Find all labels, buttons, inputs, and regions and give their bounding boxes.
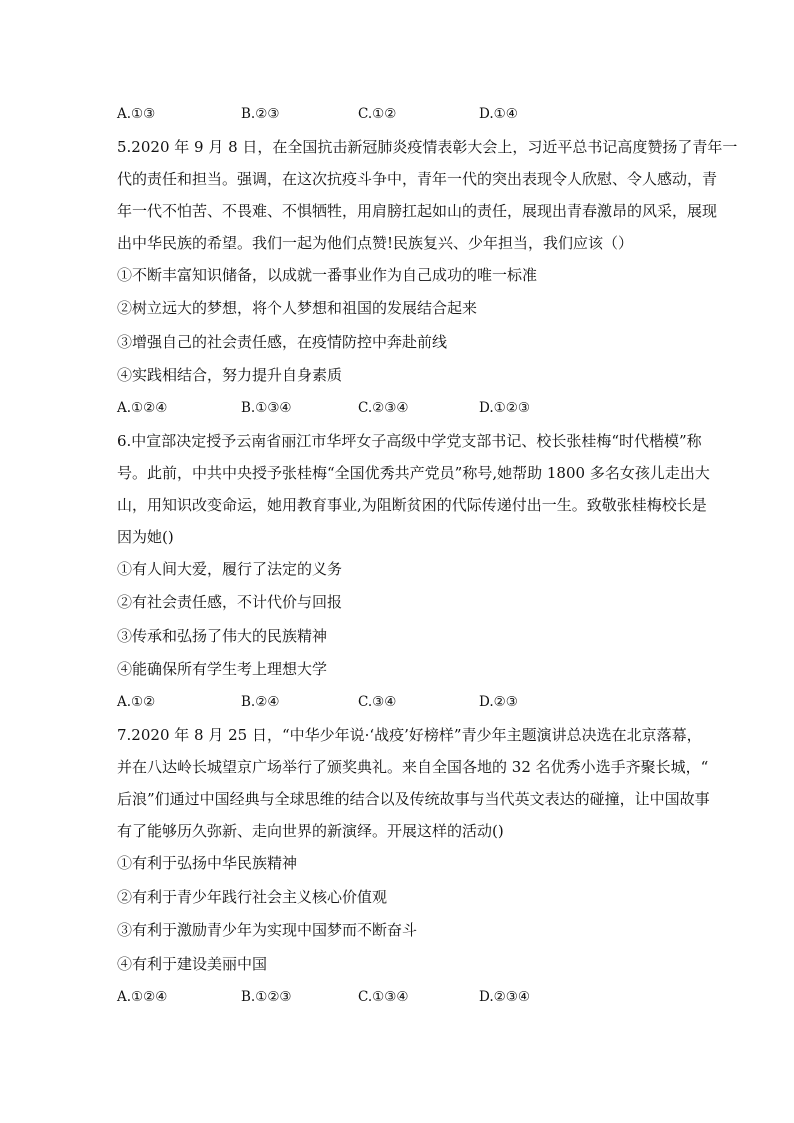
- question-7-stem-line-3: 后浪”们通过中国经典与全球思维的结合以及传统故事与当代英文表达的碰撞，让中国故事: [117, 790, 710, 808]
- question-5-stem-line-1: 5.2020 年 9 月 8 日，在全国抗击新冠肺炎疫情表彰大会上，习近平总书记高度赞扬了青年一: [117, 138, 738, 156]
- question-5-statement-2: ②树立远大的梦想，将个人梦想和祖国的发展结合起来: [117, 299, 478, 317]
- option-d: D.②③④: [479, 989, 530, 1005]
- question-6-stem-line-1: 6.中宣部决定授予云南省丽江市华坪女子高级中学党支部书记、校长张桂梅“时代楷模”称: [117, 432, 702, 450]
- question-7-statement-1: ①有利于弘扬中华民族精神: [117, 854, 298, 872]
- question-7-stem-line-2: 并在八达岭长城望京广场举行了颁奖典礼。来自全国各地的 32 名优秀小选手齐聚长城，“: [117, 758, 709, 776]
- option-a: A.①③: [117, 106, 156, 122]
- question-5-statement-4: ④实践相结合，努力提升自身素质: [117, 366, 343, 384]
- question-6-statement-3: ③传承和弘扬了伟大的民族精神: [117, 627, 328, 645]
- option-b: B.②④: [241, 694, 280, 710]
- option-a: A.①②④: [117, 400, 168, 416]
- option-b: B.②③: [241, 106, 280, 122]
- question-7-statement-4: ④有利于建设美丽中国: [117, 955, 268, 973]
- question-5-stem-line-2: 代的责任和担当。强调，在这次抗疫斗争中，青年一代的突出表现令人欣慰、令人感动，青: [117, 170, 718, 188]
- question-6-stem-line-2: 号。此前，中共中央授予张桂梅“全国优秀共产党员”称号,她帮助 1800 多名女孩儿走出大: [117, 464, 710, 482]
- question-5-stem-line-4: 出中华民族的希望。我们一起为他们点赞!民族复兴、少年担当，我们应该（）: [117, 234, 634, 252]
- question-7-statement-3: ③有利于激励青少年为实现中国梦而不断奋斗: [117, 921, 418, 939]
- option-b: B.①③④: [241, 400, 292, 416]
- question-5-statement-3: ③增强自己的社会责任感，在疫情防控中奔赴前线: [117, 333, 448, 351]
- option-a: A.①②④: [117, 989, 168, 1005]
- option-b: B.①②③: [241, 989, 292, 1005]
- question-6-stem-line-3: 山，用知识改变命运，她用教育事业,为阻断贫困的代际传递付出一生。致敬张桂梅校长是: [117, 496, 707, 514]
- option-c: C.①③④: [358, 989, 409, 1005]
- option-d: D.①④: [479, 106, 518, 122]
- option-c: C.①②: [358, 106, 397, 122]
- option-d: D.②③: [479, 694, 518, 710]
- question-6-statement-2: ②有社会责任感，不计代价与回报: [117, 593, 343, 611]
- question-6-stem-line-4: 因为她(): [117, 528, 174, 546]
- question-6-statement-1: ①有人间大爱，履行了法定的义务: [117, 560, 343, 578]
- question-7-statement-2: ②有利于青少年践行社会主义核心价值观: [117, 888, 388, 906]
- question-7-stem-line-1: 7.2020 年 8 月 25 日，“中华少年说·‘战疫’好榜样”青少年主题演讲总决选在北京落幕，: [117, 726, 702, 744]
- option-a: A.①②: [117, 694, 156, 710]
- question-5-statement-1: ①不断丰富知识储备，以成就一番事业作为自己成功的唯一标准: [117, 266, 538, 284]
- option-d: D.①②③: [479, 400, 530, 416]
- option-c: C.②③④: [358, 400, 409, 416]
- question-7-stem-line-4: 有了能够历久弥新、走向世界的新演绎。开展这样的活动(): [117, 822, 504, 840]
- question-5-stem-line-3: 年一代不怕苦、不畏难、不惧牺牲，用肩膀扛起如山的责任，展现出青春激昂的风采，展现: [117, 202, 718, 220]
- question-6-statement-4: ④能确保所有学生考上理想大学: [117, 660, 328, 678]
- option-c: C.③④: [358, 694, 397, 710]
